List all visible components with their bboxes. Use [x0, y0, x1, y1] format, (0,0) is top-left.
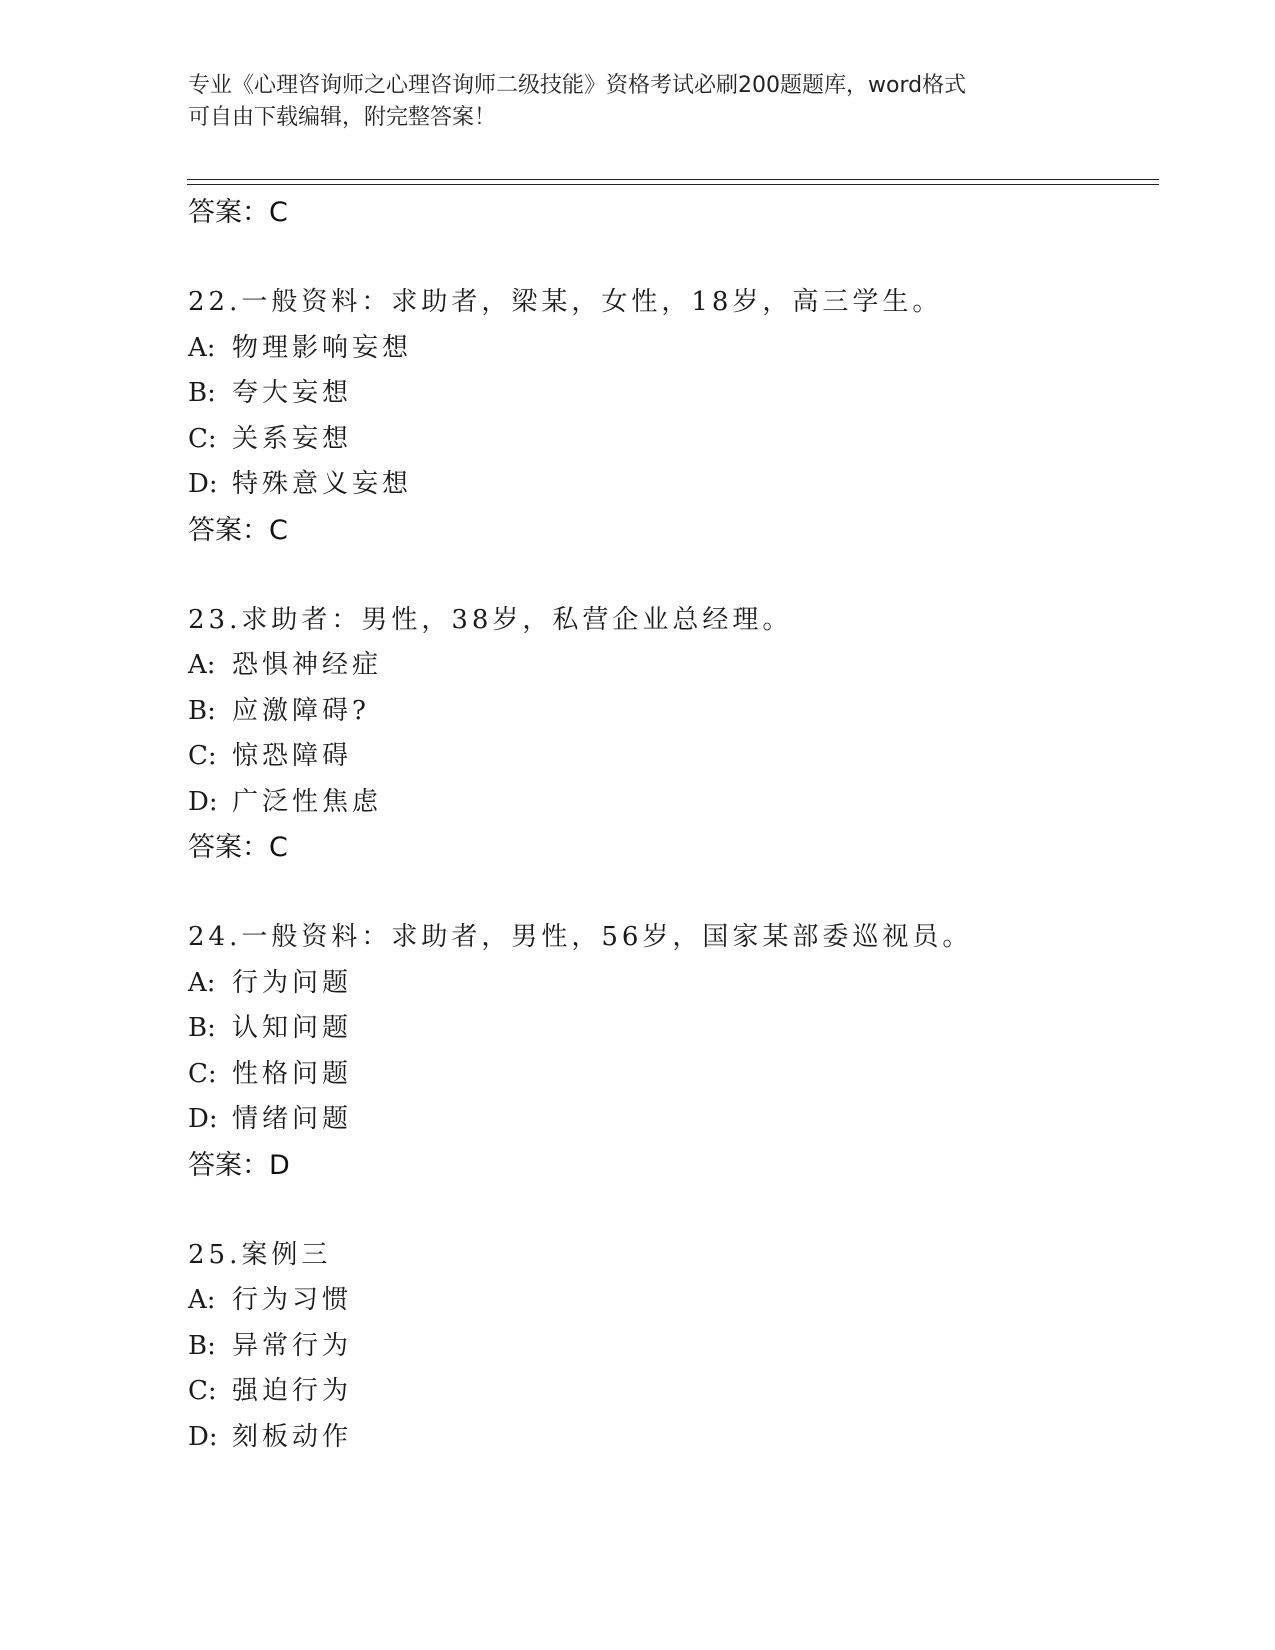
- question-text: 24.一般资料：求助者，男性，56岁，国家某部委巡视员。: [188, 922, 973, 952]
- option-text: 行为习惯: [232, 1285, 353, 1315]
- option-text: 广泛性焦虑: [232, 786, 383, 817]
- option-text: 恐惧神经症: [232, 650, 383, 680]
- option-d: [188, 780, 1148, 826]
- option-letter: D:: [188, 1421, 218, 1452]
- option-text: 认知问题: [232, 1013, 353, 1043]
- option-text: 特殊意义妄想: [232, 469, 413, 499]
- header-line-1: 专业《心理咨询师之心理咨询师二级技能》资格考试必刷200题题库，word格式: [188, 73, 967, 98]
- question-text: 25.案例三: [188, 1239, 332, 1270]
- option-letter: C:: [188, 741, 217, 771]
- option-letter: C:: [188, 1376, 217, 1406]
- option-a: [188, 1278, 1148, 1324]
- option-a: [188, 643, 1148, 689]
- option-letter: A:: [188, 332, 216, 363]
- option-b: [188, 1324, 1148, 1370]
- option-letter: B:: [188, 695, 216, 726]
- option-letter: D:: [188, 1104, 218, 1134]
- option-a: [188, 326, 1148, 372]
- option-letter: B:: [188, 1330, 216, 1361]
- question-item: [188, 915, 1148, 1188]
- option-letter: B:: [188, 378, 216, 408]
- option-text: 刻板动作: [232, 1421, 353, 1452]
- option-text: 物理影响妄想: [232, 332, 413, 363]
- option-letter: D:: [188, 786, 218, 817]
- option-a: [188, 961, 1148, 1007]
- option-text: 异常行为: [232, 1330, 353, 1361]
- option-letter: B:: [188, 1013, 216, 1043]
- question-text: 23.求助者：男性，38岁，私营企业总经理。: [188, 604, 793, 635]
- question-item: [188, 598, 1148, 871]
- option-d: [188, 1097, 1148, 1143]
- option-letter: D:: [188, 469, 218, 499]
- question-item: [188, 280, 1148, 553]
- answer-line: 答案：C: [188, 197, 288, 228]
- option-b: [188, 1006, 1148, 1052]
- option-letter: C:: [188, 1058, 217, 1089]
- answer-line: 答案：D: [188, 1149, 290, 1181]
- option-letter: A:: [188, 650, 216, 680]
- option-text: 强迫行为: [232, 1376, 353, 1406]
- option-text: 行为问题: [232, 967, 353, 998]
- option-text: 情绪问题: [232, 1104, 353, 1134]
- question-text: 22.一般资料：求助者，梁某，女性，18岁，高三学生。: [188, 287, 943, 317]
- option-b: [188, 371, 1148, 417]
- option-text: 惊恐障碍: [232, 741, 353, 771]
- option-letter: A:: [188, 1285, 216, 1315]
- option-text: 夸大妄想: [232, 378, 353, 408]
- option-text: 关系妄想: [232, 423, 353, 454]
- answer-line: 答案：C: [188, 832, 288, 863]
- option-text: 性格问题: [232, 1058, 353, 1089]
- question-item: [188, 1233, 1148, 1461]
- answer-line: 答案：C: [188, 514, 288, 546]
- question-list: [188, 190, 1148, 1460]
- header-divider-top: [187, 179, 1159, 180]
- option-c: [188, 734, 1148, 780]
- document-header: [188, 70, 1088, 134]
- option-letter: C:: [188, 423, 217, 454]
- option-d: [188, 462, 1148, 508]
- option-c: [188, 417, 1148, 463]
- option-c: [188, 1369, 1148, 1415]
- header-line-2: 可自由下载编辑，附完整答案！: [188, 105, 497, 130]
- option-c: [188, 1052, 1148, 1098]
- option-letter: A:: [188, 967, 216, 998]
- option-d: [188, 1415, 1148, 1461]
- header-divider-bottom: [187, 184, 1159, 185]
- option-b: [188, 689, 1148, 735]
- option-text: 应激障碍?: [232, 695, 370, 726]
